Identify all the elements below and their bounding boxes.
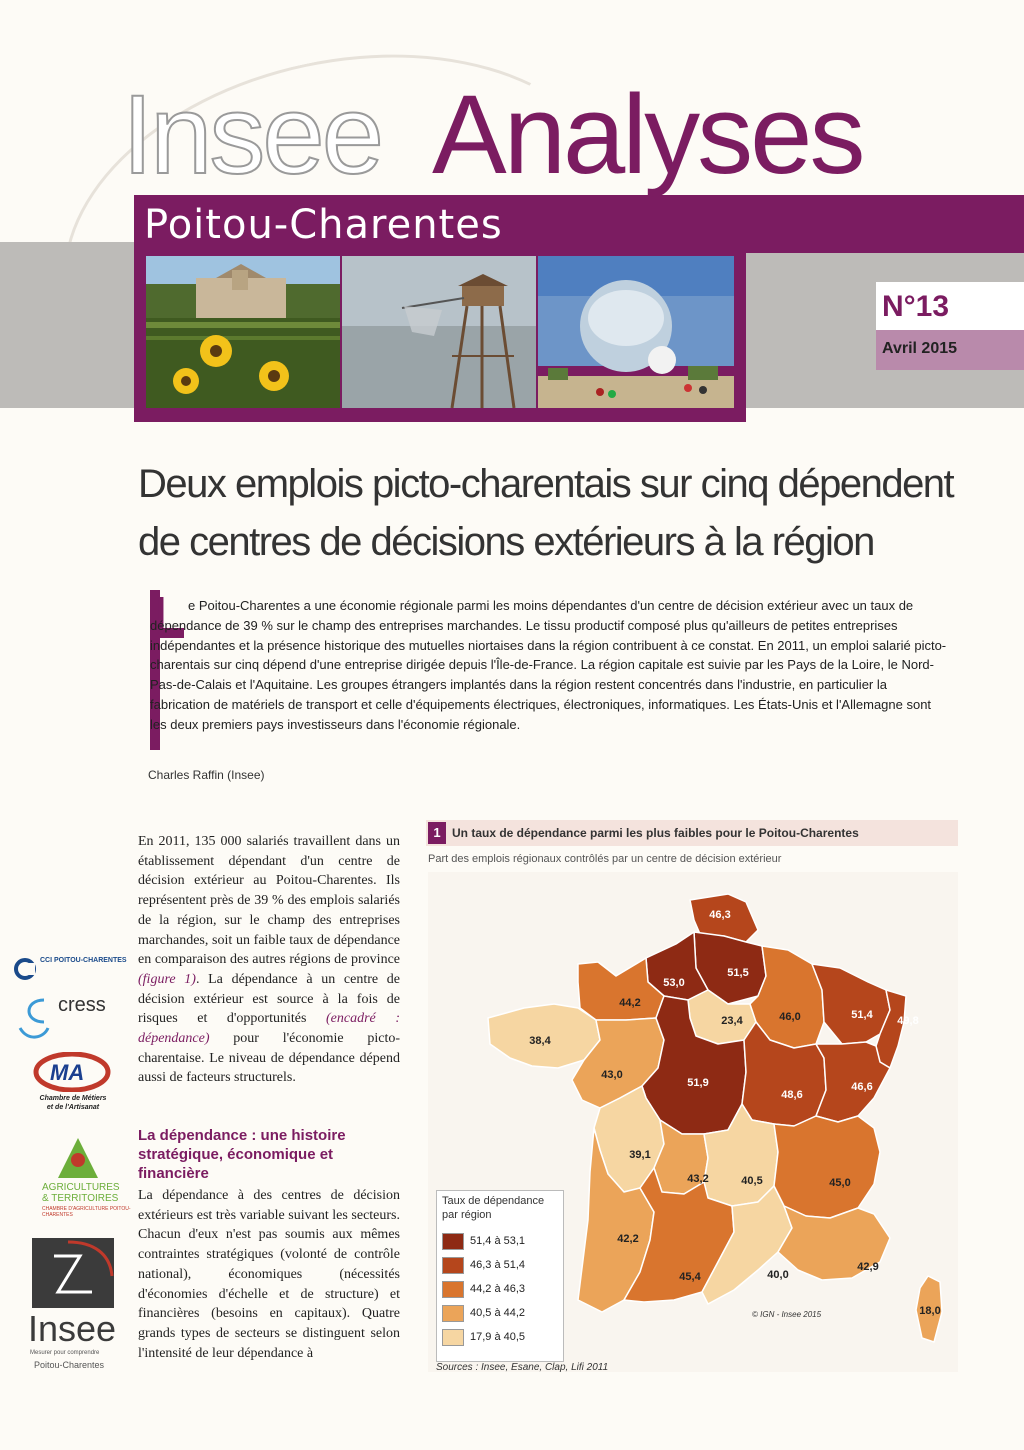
- region-value-label: 48,6: [781, 1089, 803, 1101]
- legend-row: [442, 1256, 525, 1274]
- dropcap-text: L: [154, 590, 184, 646]
- map-copyright: © IGN - Insee 2015: [752, 1310, 822, 1319]
- photo-sunflowers: [146, 256, 340, 408]
- logo-insee-tagline: Mesurer pour comprendre: [30, 1350, 100, 1356]
- region-value-label: 39,1: [629, 1149, 651, 1161]
- region-value-label: 51,9: [687, 1077, 709, 1089]
- region-value-label: 51,5: [727, 967, 749, 979]
- article-title: Deux emplois picto-charentais sur cinq dépendent de centres de décisions extérieurs à la région: [138, 462, 954, 564]
- logo-insee-text: Insee: [28, 1308, 117, 1349]
- region-value-label: 42,2: [617, 1233, 639, 1245]
- body-paragraph-2: La dépendance à des centres de décision extérieurs est très variable suivant les secteurs. Chacun d'eux n'est pas soumis aux mêmes contraintes stratégiques (volonté de contrôle national), économiques (nécessités d'économies d'échelle et de structure) et financières (besoins en capitaux). Quatre grands types de secteurs se distinguent selon l'intensité de leur dépendance à: [138, 1188, 400, 1361]
- logo-insee-region: Poitou-Charentes: [34, 1360, 105, 1370]
- legend-swatch: [442, 1233, 464, 1250]
- region-value-label: 44,2: [619, 997, 641, 1009]
- figure-subtitle: Part des emplois régionaux contrôlés par un centre de décision extérieur: [428, 853, 782, 865]
- figure-source: Sources : Insee, Esane, Clap, Lifi 2011: [436, 1362, 609, 1373]
- legend-row: [442, 1304, 525, 1322]
- body1-part-b: . La dépendance à un centre de décision extérieur est source à la fois de risques et d'opportunités: [138, 971, 400, 1027]
- author: Charles Raffin (Insee): [148, 768, 265, 782]
- region-value-label: 46,0: [779, 1011, 801, 1023]
- legend-title: Taux de dépendance par région: [442, 1195, 545, 1221]
- region-lorraine: [812, 964, 890, 1044]
- region-value-label: 51,4: [851, 1009, 873, 1021]
- logo-cress-text: cress: [58, 994, 106, 1016]
- region-value-label: 43,0: [601, 1069, 623, 1081]
- legend-swatch: [442, 1305, 464, 1322]
- encadre-reference-link[interactable]: (encadré : dépendance): [138, 1011, 401, 1047]
- region-value-label: 18,0: [919, 1305, 941, 1317]
- region-value-label: 42,9: [857, 1261, 879, 1273]
- region-value-label: 45,4: [679, 1271, 701, 1283]
- region-rhone-alpes: [774, 1116, 880, 1218]
- legend-swatch: [442, 1257, 464, 1274]
- issue-number: N°13: [882, 290, 950, 323]
- legend-swatch: [442, 1281, 464, 1298]
- brand-analyses: Analyses: [432, 72, 863, 197]
- region-value-label: 46,3: [709, 909, 731, 921]
- legend-row: [442, 1232, 525, 1250]
- region-value-label: 45,0: [829, 1177, 851, 1189]
- figure-reference-link[interactable]: (figure 1): [138, 971, 196, 987]
- body1-part-a: En 2011, 135 000 salariés travaillent dans un établissement dépendant d'un centre de décision extérieur au Poitou-Charentes. Ils représentent près de 39 % des emplois salariés de la région, sur le champ des entreprises marchandes, soit un faible taux de dépendance en comparaison des autres régions de province: [138, 834, 400, 968]
- brand-insee: Insee: [122, 72, 381, 197]
- issue-date: Avril 2015: [882, 340, 958, 357]
- region-name: Poitou-Charentes: [144, 202, 503, 248]
- body-paragraph-1: [138, 832, 400, 1088]
- legend-label: 40,5 à 44,2: [470, 1307, 526, 1319]
- region-value-label: 23,4: [721, 1015, 743, 1027]
- region-value-label: 43,2: [687, 1173, 709, 1185]
- logo-agriculture: [14, 1134, 132, 1224]
- legend-label: 17,9 à 40,5: [470, 1331, 526, 1343]
- logo-cci: [14, 954, 132, 984]
- logo-agri-text: AGRICULTURES & TERRITOIRES: [42, 1182, 120, 1204]
- figure-title: Un taux de dépendance parmi les plus faibles pour le Poitou-Charentes: [452, 826, 859, 840]
- logo-agri-subtext: CHAMBRE D'AGRICULTURE POITOU-CHARENTES: [42, 1206, 131, 1218]
- logo-cma-text: Chambre de Métiers et de l'Artisanat: [39, 1095, 107, 1111]
- legend-label: 46,3 à 51,4: [470, 1259, 526, 1271]
- legend-swatch: [442, 1329, 464, 1346]
- logo-insee: [14, 1236, 132, 1376]
- region-value-label: 40,0: [767, 1269, 789, 1281]
- logo-cress: [14, 992, 132, 1044]
- intro-paragraph: e Poitou-Charentes a une économie régionale parmi les moins dépendantes d'un centre de décision extérieur avec un taux de dépendance de 39 % sur le champ des entreprises marchandes. Le tissu productif composé plus qu'ailleurs de petites entreprises indépendantes et la présence historique des mutuelles niortaises dans la région contribuent à ce constat. En 2011, un emploi salarié picto-charentais sur cinq dépend d'une entreprise dirigée depuis l'Île-de-France. La région capitale est suivie par les Pays de la Loire, le Nord-Pas-de-Calais et l'Aquitaine. Les groupes étrangers implantés dans la région restent concentrés dans l'industrie, en particulier la fabrication de matériels de transport et celle d'équipements électriques, électroniques, informatiques. Les États-Unis et l'Allemagne sont les deux premiers pays investisseurs dans l'économie régionale.: [150, 598, 947, 732]
- svg-text:MA: MA: [50, 1060, 85, 1085]
- legend-label: 51,4 à 53,1: [470, 1235, 526, 1247]
- photo-fishing-hut: [342, 256, 536, 408]
- region-value-label: 53,0: [663, 977, 685, 989]
- legend-row: [442, 1280, 525, 1298]
- body1-part-c: pour l'économie picto-charentaise. Le niveau de dépendance dépend aussi de facteurs structurels.: [138, 1031, 400, 1086]
- logo-cma: [14, 1052, 132, 1112]
- figure-number: 1: [428, 822, 446, 844]
- region-value-label: 46,6: [851, 1081, 873, 1093]
- region-value-label: 38,4: [529, 1035, 551, 1047]
- legend-row: [442, 1328, 525, 1346]
- section-subheading: La dépendance : une histoire stratégique, économique et financière: [138, 1127, 346, 1182]
- region-value-label: 49,8: [897, 1015, 919, 1027]
- photo-futuroscope: [538, 256, 734, 408]
- region-value-label: 40,5: [741, 1175, 763, 1187]
- logo-cci-text: CCI POITOU-CHARENTES: [40, 957, 127, 964]
- legend-label: 44,2 à 46,3: [470, 1283, 526, 1295]
